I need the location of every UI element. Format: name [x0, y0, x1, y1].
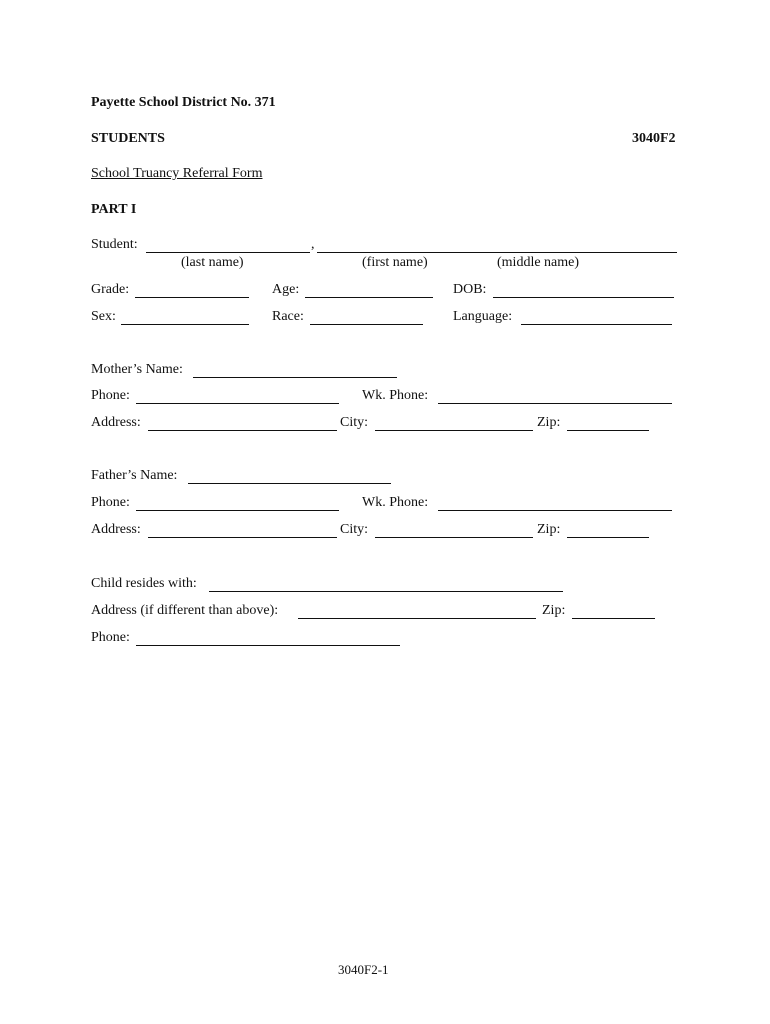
father-city-field[interactable]: [375, 525, 533, 538]
policy-code: 3040F2: [632, 131, 676, 146]
mother-wk-phone-label: Wk. Phone:: [362, 388, 429, 403]
mother-phone-label: Phone:: [91, 388, 130, 403]
first-name-caption: (first name): [362, 255, 428, 270]
age-label: Age:: [272, 282, 300, 297]
alt-phone-field[interactable]: [136, 633, 400, 646]
part-heading: PART I: [91, 202, 137, 217]
middle-name-caption: (middle name): [497, 255, 580, 270]
student-label: Student:: [91, 237, 138, 252]
sex-label: Sex:: [91, 309, 116, 324]
father-wk-phone-label: Wk. Phone:: [362, 495, 429, 510]
form-title: School Truancy Referral Form: [91, 166, 263, 181]
alt-zip-field[interactable]: [572, 606, 655, 619]
first-middle-name-field[interactable]: [317, 240, 677, 253]
mother-phone-field[interactable]: [136, 391, 339, 404]
father-name-field[interactable]: [188, 471, 391, 484]
mother-wk-phone-field[interactable]: [438, 391, 672, 404]
mother-address-field[interactable]: [148, 418, 337, 431]
father-phone-label: Phone:: [91, 495, 130, 510]
alt-address-field[interactable]: [298, 606, 536, 619]
language-label: Language:: [453, 309, 513, 324]
mother-city-label: City:: [340, 415, 369, 430]
age-field[interactable]: [305, 285, 433, 298]
alt-zip-label: Zip:: [542, 603, 566, 618]
resides-with-label: Child resides with:: [91, 576, 197, 591]
name-comma: ,: [311, 237, 315, 252]
resides-with-field[interactable]: [209, 579, 563, 592]
father-zip-field[interactable]: [567, 525, 649, 538]
mother-city-field[interactable]: [375, 418, 533, 431]
mother-zip-label: Zip:: [537, 415, 561, 430]
mother-address-label: Address:: [91, 415, 141, 430]
grade-label: Grade:: [91, 282, 130, 297]
father-name-label: Father’s Name:: [91, 468, 178, 483]
mother-name-label: Mother’s Name:: [91, 362, 183, 377]
page-number: 3040F2-1: [338, 962, 389, 977]
father-address-label: Address:: [91, 522, 141, 537]
father-zip-label: Zip:: [537, 522, 561, 537]
race-field[interactable]: [310, 312, 423, 325]
mother-name-field[interactable]: [193, 365, 397, 378]
father-city-label: City:: [340, 522, 369, 537]
dob-label: DOB:: [453, 282, 487, 297]
grade-field[interactable]: [135, 285, 249, 298]
father-address-field[interactable]: [148, 525, 337, 538]
last-name-field[interactable]: [146, 240, 310, 253]
dob-field[interactable]: [493, 285, 674, 298]
sex-field[interactable]: [121, 312, 249, 325]
father-phone-field[interactable]: [136, 498, 339, 511]
race-label: Race:: [272, 309, 304, 324]
district-title: Payette School District No. 371: [91, 95, 276, 110]
section-title: STUDENTS: [91, 131, 165, 146]
father-wk-phone-field[interactable]: [438, 498, 672, 511]
mother-zip-field[interactable]: [567, 418, 649, 431]
alt-phone-label: Phone:: [91, 630, 130, 645]
last-name-caption: (last name): [181, 255, 244, 270]
alt-address-label: Address (if different than above):: [91, 603, 279, 618]
language-field[interactable]: [521, 312, 672, 325]
